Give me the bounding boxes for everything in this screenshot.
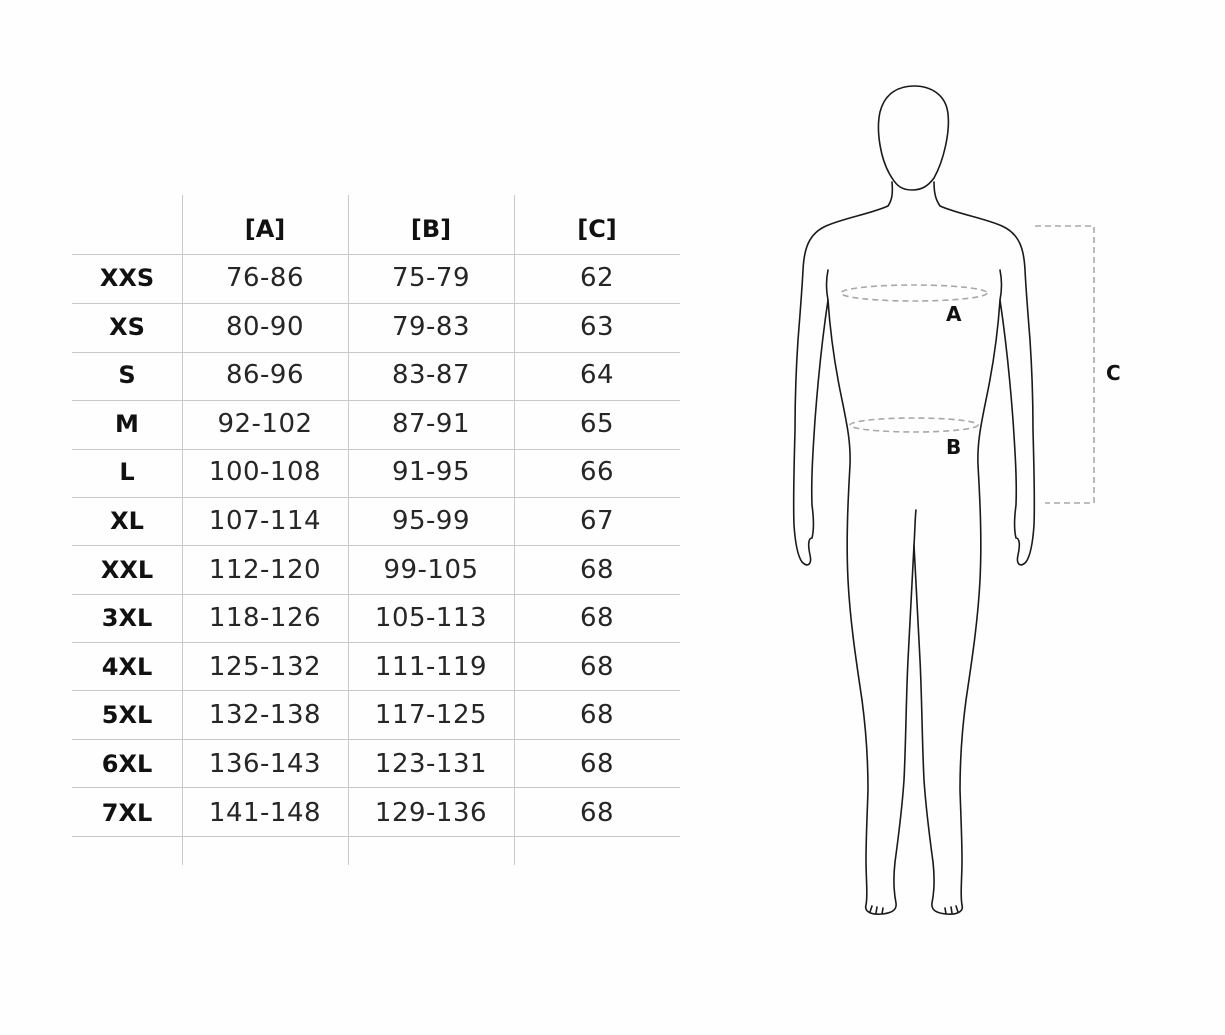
cell-a: 141-148 xyxy=(208,797,322,828)
cell-b: 95-99 xyxy=(391,506,471,536)
cell-a: 132-138 xyxy=(208,700,322,731)
size-label: 7XL xyxy=(101,798,153,827)
size-label: XXS xyxy=(99,264,155,292)
size-label: L xyxy=(119,458,135,487)
cell-a: 107-114 xyxy=(208,506,322,536)
column-header-b: [B] xyxy=(410,215,452,243)
size-label: XXL xyxy=(100,555,154,584)
size-label: M xyxy=(115,409,139,438)
size-label: 4XL xyxy=(101,652,153,681)
cell-b: 129-136 xyxy=(374,797,488,828)
label-b: B xyxy=(946,435,962,459)
column-header-a: [A] xyxy=(244,215,286,243)
cell-b: 111-119 xyxy=(374,651,488,682)
cell-b: 87-91 xyxy=(391,408,471,439)
column-header-c: [C] xyxy=(577,215,617,243)
cell-b: 91-95 xyxy=(391,457,471,488)
human-silhouette xyxy=(794,86,1035,914)
cell-c: 68 xyxy=(579,797,615,828)
cell-c: 68 xyxy=(579,554,615,585)
cell-b: 79-83 xyxy=(391,311,471,342)
cell-a: 136-143 xyxy=(208,749,322,779)
cell-a: 76-86 xyxy=(225,263,305,293)
cell-a: 125-132 xyxy=(208,651,322,682)
cell-c: 65 xyxy=(579,408,615,439)
cell-c: 68 xyxy=(579,651,615,682)
size-label: 6XL xyxy=(101,750,153,778)
cell-c: 66 xyxy=(579,457,615,488)
size-label: 3XL xyxy=(101,604,153,633)
cell-c: 68 xyxy=(579,749,615,779)
waist-measure-ellipse xyxy=(850,418,978,432)
cell-b: 117-125 xyxy=(374,700,488,731)
cell-a: 100-108 xyxy=(208,457,322,488)
size-label: XL xyxy=(110,507,144,535)
size-label: S xyxy=(118,361,136,390)
cell-b: 83-87 xyxy=(391,360,471,391)
label-c: C xyxy=(1106,361,1121,385)
cell-a: 92-102 xyxy=(217,408,313,439)
cell-c: 63 xyxy=(579,311,615,342)
cell-a: 112-120 xyxy=(208,554,322,585)
cell-b: 99-105 xyxy=(383,554,479,585)
size-label: XS xyxy=(109,312,145,341)
chest-measure-ellipse xyxy=(841,285,987,301)
size-label: 5XL xyxy=(101,701,153,730)
cell-b: 105-113 xyxy=(374,603,488,634)
cell-c: 64 xyxy=(579,360,615,391)
cell-c: 67 xyxy=(579,506,615,536)
cell-b: 75-79 xyxy=(391,263,471,293)
cell-b: 123-131 xyxy=(374,749,488,779)
cell-a: 118-126 xyxy=(208,603,322,634)
cell-c: 68 xyxy=(579,700,615,731)
length-measure-bracket xyxy=(1035,226,1094,503)
cell-a: 86-96 xyxy=(225,360,305,391)
cell-a: 80-90 xyxy=(225,311,305,342)
cell-c: 62 xyxy=(579,263,615,293)
cell-c: 68 xyxy=(579,603,615,634)
label-a: A xyxy=(946,302,962,326)
